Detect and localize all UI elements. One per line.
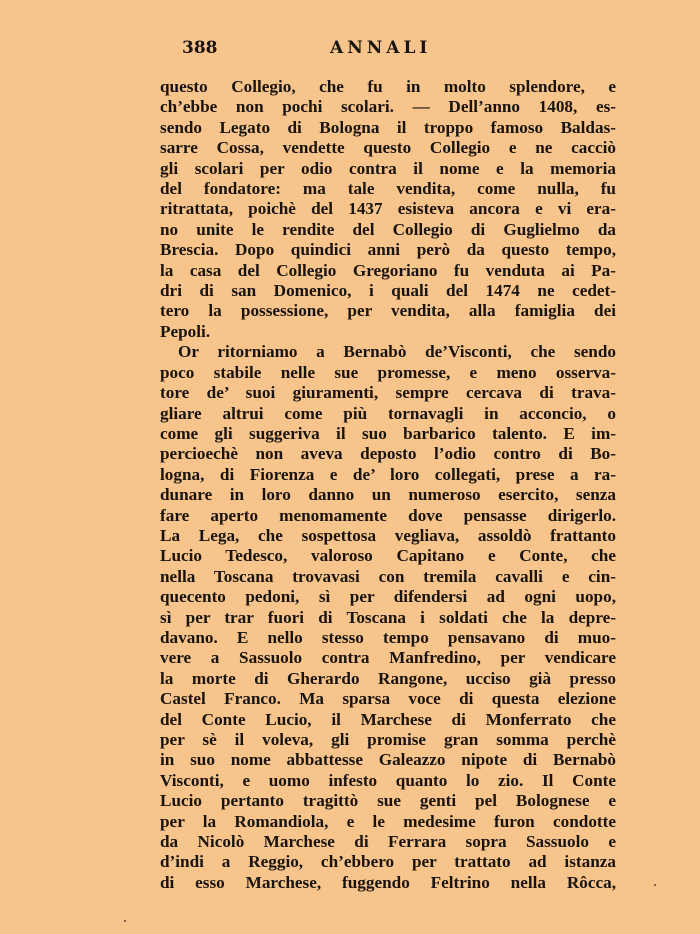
text-line: del Conte Lucio, il Marchese di Monferrato che — [160, 709, 616, 729]
page-number: 388 — [182, 38, 218, 58]
text-line: d’indi a Reggio, ch’ebbero per trattato ad istanza — [160, 852, 616, 872]
paper-speck — [124, 920, 126, 922]
text-line: questo Collegio, che fu in molto splendore, e — [160, 77, 616, 96]
text-line: sarre Cossa, vendette questo Collegio e ne cacciò — [160, 138, 616, 158]
text-line: La Lega, che sospettosa vegliava, assoldò frattanto — [160, 525, 616, 545]
text-line: nella Toscana trovavasi con tremila cavalli e cin- — [160, 566, 616, 586]
book-page — [160, 38, 616, 893]
text-line: gliare altrui come più tornavagli in acconcio, o — [160, 403, 616, 423]
text-line: di esso Marchese, fuggendo Feltrino nella Rôcca, — [160, 872, 616, 892]
text-line: Or ritorniamo a Bernabò de’Visconti, che sendo — [178, 342, 616, 362]
text-line: gli scolari per odio contra il nome e la memoria — [160, 158, 616, 178]
text-line: Visconti, e uomo infesto quanto lo zio. Il Conte — [160, 770, 616, 790]
text-line: quecento pedoni, sì per difendersi ad ogni uopo, — [160, 587, 616, 607]
text-line: del fondatore: ma tale vendita, come nulla, fu — [160, 179, 616, 199]
text-line: tero la possessione, per vendita, alla famiglia dei — [160, 301, 616, 321]
text-line: percioechè non aveva deposto l’odio contro di Bo- — [160, 444, 616, 464]
text-line: fare aperto menomamente dove pensasse dirigerlo. — [160, 505, 616, 525]
text-line: Lucio pertanto tragittò sue genti pel Bolognese e — [160, 791, 616, 811]
text-line: la morte di Gherardo Rangone, ucciso già presso — [160, 668, 616, 688]
text-line: la casa del Collegio Gregoriano fu venduta ai Pa- — [160, 260, 616, 280]
text-line: Lucio Tedesco, valoroso Capitano e Conte, che — [160, 546, 616, 566]
text-line: logna, di Fiorenza e de’ loro collegati, prese a ra- — [160, 464, 616, 484]
text-line: Brescia. Dopo quindici anni però da questo tempo, — [160, 240, 616, 260]
text-line: dri di san Domenico, i quali del 1474 ne cedet- — [160, 281, 616, 301]
paper-speck — [654, 884, 656, 886]
text-line: ritrattata, poichè del 1437 esisteva ancora e vi era- — [160, 199, 616, 219]
text-line: ch’ebbe non pochi scolari. — Dell’anno 1408, es- — [160, 97, 616, 117]
text-line: sendo Legato di Bologna il troppo famoso Baldas- — [160, 117, 616, 137]
text-line: Pepoli. — [160, 321, 211, 341]
text-line: tore de’ suoi giuramenti, sempre cercava di trava- — [160, 383, 616, 403]
text-line: poco stabile nelle sue promesse, e meno osserva- — [160, 362, 616, 382]
body-text — [160, 77, 616, 893]
text-line: da Nicolò Marchese di Ferrara sopra Sassuolo e — [160, 832, 616, 852]
text-line: no unite le rendite del Collegio di Guglielmo da — [160, 219, 616, 239]
text-line: per sè il voleva, gli promise gran somma perchè — [160, 730, 616, 749]
text-line: per la Romandiola, e le medesime furon condotte — [160, 811, 616, 831]
text-line: sì per trar fuori di Toscana i soldati che la depre- — [160, 607, 616, 627]
page-header — [160, 38, 616, 68]
text-line: dunare in loro danno un numeroso esercito, senza — [160, 485, 616, 505]
running-title: ANNALI — [330, 38, 432, 58]
text-line: in suo nome abbattesse Galeazzo nipote di Bernabò — [160, 750, 616, 770]
text-line: vere a Sassuolo contra Manfredino, per vendicare — [160, 648, 616, 668]
text-line: come gli suggeriva il suo barbarico talento. E im- — [160, 423, 616, 443]
text-line: davano. E nello stesso tempo pensavano di muo- — [160, 627, 616, 647]
text-line: Castel Franco. Ma sparsa voce di questa elezione — [160, 689, 616, 709]
